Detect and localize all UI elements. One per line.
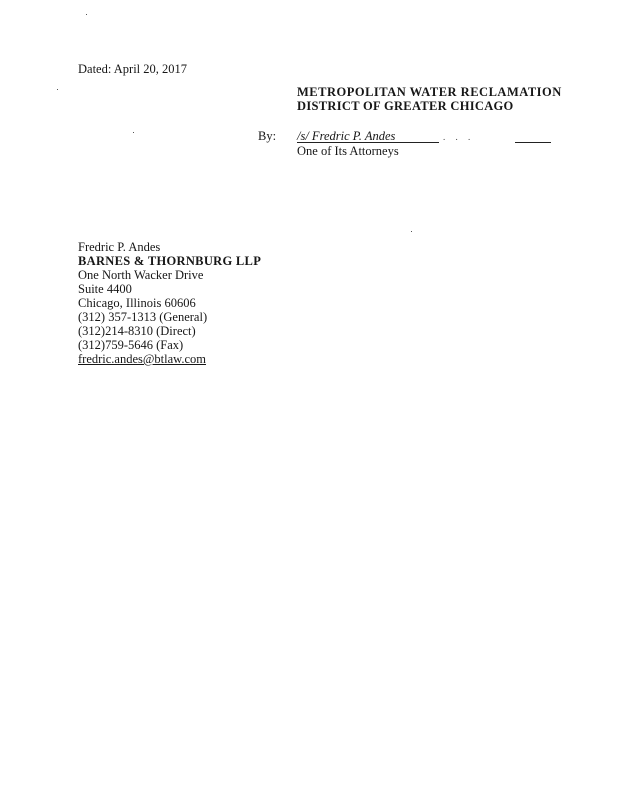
signature-line-end <box>515 142 551 143</box>
party-name-line-1: METROPOLITAN WATER RECLAMATION <box>297 85 562 99</box>
phone-general: (312) 357-1313 (General) <box>78 310 208 324</box>
party-name-line-2: DISTRICT OF GREATER CHICAGO <box>297 99 514 113</box>
counsel-name: Fredric P. Andes <box>78 240 161 254</box>
scan-speck <box>86 14 87 15</box>
dated-line: Dated: April 20, 2017 <box>78 62 188 76</box>
phone-direct: (312)214-8310 (Direct) <box>78 324 196 338</box>
suite: Suite 4400 <box>78 282 132 296</box>
by-label: By: <box>258 129 277 143</box>
scan-speck <box>57 89 58 90</box>
city-state-zip: Chicago, Illinois 60606 <box>78 296 196 310</box>
street-address: One North Wacker Drive <box>78 268 204 282</box>
signature-line <box>297 142 439 143</box>
signature-name: /s/ Fredric P. Andes <box>297 129 396 143</box>
scan-speck <box>133 132 134 133</box>
fax-number: (312)759-5646 (Fax) <box>78 338 184 352</box>
scan-speck <box>411 231 412 232</box>
signer-role: One of Its Attorneys <box>297 144 399 158</box>
email-link[interactable]: fredric.andes@btlaw.com <box>78 352 207 366</box>
firm-name: BARNES & THORNBURG LLP <box>78 254 262 268</box>
signature-line-dots: . . . <box>443 132 475 142</box>
